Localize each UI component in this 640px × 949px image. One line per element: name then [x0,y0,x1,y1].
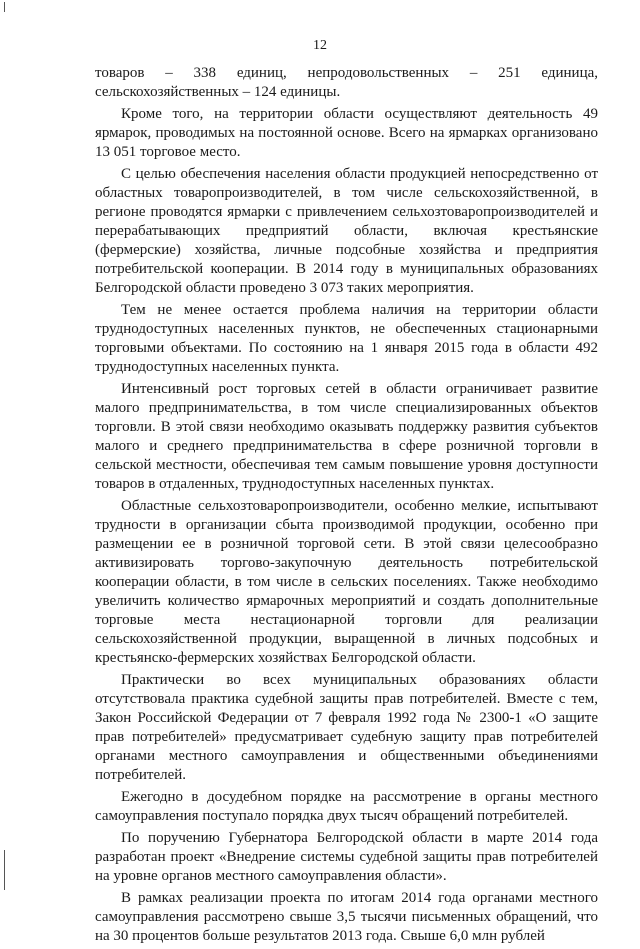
paragraph-continuation: товаров – 338 единиц, непродовольственных – 251 единица, сельскохозяйственных – 124 единицы. [95,65,598,100]
paragraph-remote-settlements: Тем не менее остается проблема наличия на территории области труднодоступных населенных пунктов, не обеспеченных стационарными торговыми объектами. По состоянию на 1 января 2015 года в области 492 труднодоступных населенных пункта. [95,302,598,375]
paragraph-project-results: В рамках реализации проекта по итогам 2014 года органами местного самоуправления рассмотрено свыше 3,5 тысячи письменных обращений, что на 30 процентов больше результатов 2013 года. Свыше 6,0 млн рублей [95,890,598,944]
page-number: 12 [313,38,327,53]
paragraph-governor-project: По поручению Губернатора Белгородской области в марте 2014 года разработан проект «Внедрение системы судебной защиты прав потребителей на уровне органов местного самоуправления области». [95,830,598,884]
paragraph-fairs: Кроме того, на территории области осуществляют деятельность 49 ярмарок, проводимых на постоянной основе. Всего на ярмарках организовано 13 051 торговое место. [95,106,598,160]
margin-mark-top [4,2,5,12]
paragraph-pretrial-appeals: Ежегодно в досудебном порядке на рассмотрение в органы местного самоуправления поступало порядка двух тысяч обращений потребителей. [95,789,598,824]
paragraph-producers: С целью обеспечения населения области продукцией непосредственно от областных товаропроизводителей, в том числе сельскохозяйственной, в регионе проводятся ярмарки с привлечением сельхозтоваропроизводителей и перерабатывающих предприятий области, включая крестьянские (фермерские) хозяйства, личные подсобные хозяйства и предприятия потребительской кооперации. В 2014 году в муниципальных образованиях Белгородской области проведено 3 073 таких мероприятия. [95,166,598,296]
margin-mark-bottom [4,850,5,890]
document-body [95,64,598,949]
paragraph-sales-difficulties: Областные сельхозтоваропроизводители, особенно мелкие, испытывают трудности в организации сбыта производимой продукции, особенно при размещении ее в розничной торговой сети. В этой связи целесообразно активизировать торгово-закупочную деятельность потребительской кооперации области, в том числе в сельских поселениях. Также необходимо увеличить количество ярмарочных мероприятий и создать дополнительные торговые места нестационарной торговли для реализации сельскохозяйственной продукции, выращенной в личных подсобных и крестьянско-фермерских хозяйствах Белгородской области. [95,498,598,666]
paragraph-judicial-protection: Практически во всех муниципальных образованиях области отсутствовала практика судебной защиты прав потребителей. Вместе с тем, Закон Российской Федерации от 7 февраля 1992 года № 2300-1 «О защите прав потребителей» предусматривает судебную защиту прав потребителей органами местного самоуправления и общественными объединениями потребителей. [95,672,598,783]
paragraph-retail-networks: Интенсивный рост торговых сетей в области ограничивает развитие малого предпринимательства, в том числе специализированных объектов торговли. В этой связи необходимо оказывать поддержку развития субъектов малого и среднего предпринимательства в сфере розничной торговли в сельской местности, обеспечивая тем самым повышение уровня доступности товаров в отдаленных, труднодоступных населенных пунктах. [95,381,598,492]
